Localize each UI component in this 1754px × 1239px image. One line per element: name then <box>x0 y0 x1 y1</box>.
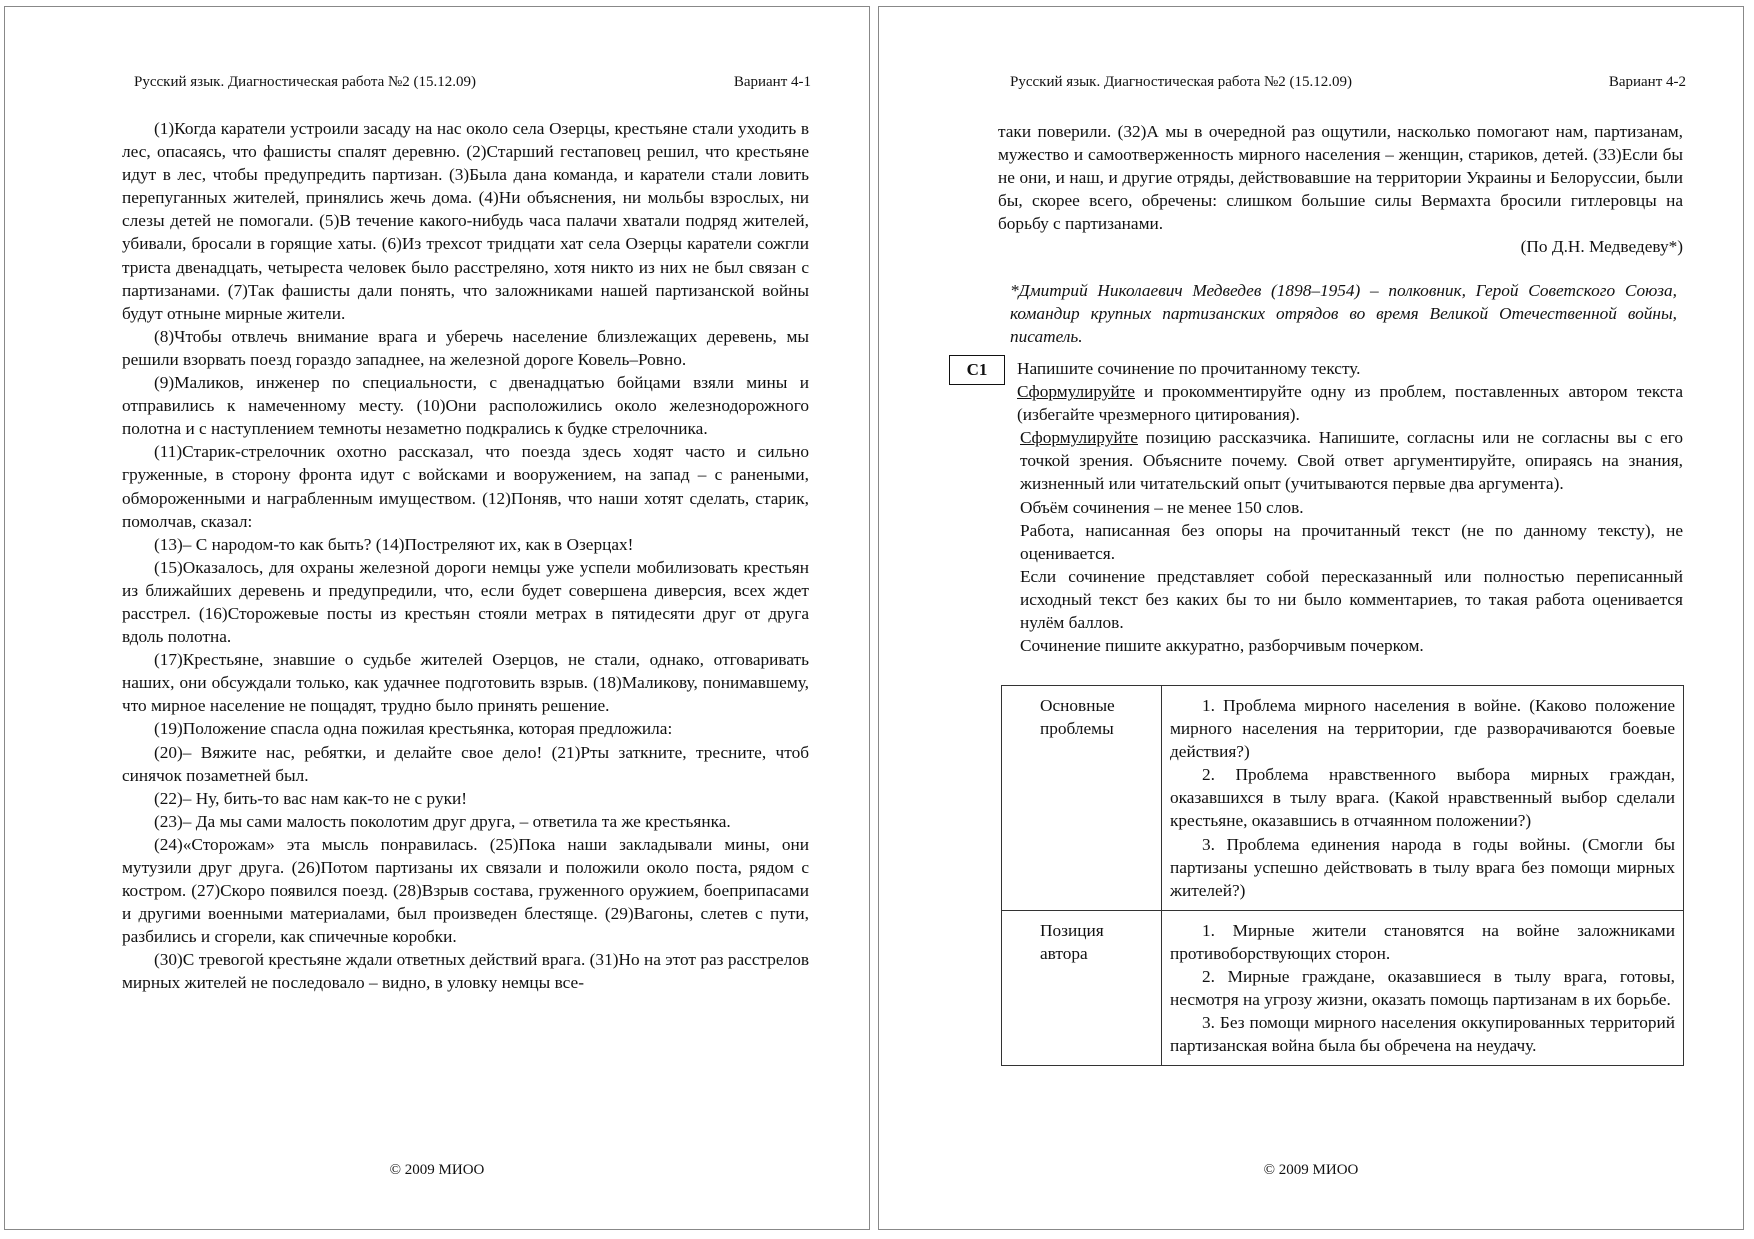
list-item: 1. Проблема мирного населения в войне. (Каково положение мирного населения на территории, где разворачиваются боевые действия?) <box>1170 696 1675 762</box>
task-line-text: позицию рассказчика. Напишите, согласны или не согласны вы с его точкой зрения. Объясните почему. Свой ответ аргументируйте, опираясь на знания, жизненный или читательский опыт (учитываются первые два аргумента). <box>1020 428 1683 494</box>
text-paragraph: (24)«Сторожам» эта мысль понравилась. (25)Пока наши закладывали мины, они мутузили друг друга. (26)Потом партизаны их связали и положили около поста, рядом с костром. (27)Скоро появился поезд. (28)Взрыв состава, груженного оружием, боеприпасами и другими военными материалами, был произведен блестяще. (29)Вагоны, слетев с пути, разбились и сгорели, как спичечные коробки. <box>122 834 809 947</box>
task-line: Сочинение пишите аккуратно, разборчивым почерком. <box>1020 636 1424 656</box>
author-footnote: *Дмитрий Николаевич Медведев (1898–1954) – полковник, Герой Советского Союза, командир крупных партизанских отрядов во время Великой Отечественной войны, писатель. <box>1010 281 1677 347</box>
list-item: 1. Мирные жители становятся на войне заложниками противоборствующих сторон. <box>1170 920 1675 963</box>
task-line: Напишите сочинение по прочитанному тексту. <box>1017 359 1361 378</box>
task-line: Работа, написанная без опоры на прочитанный текст (не по данному тексту), не оценивается. <box>1020 520 1683 563</box>
text-paragraph: (30)С тревогой крестьяне ждали ответных действий врага. (31)Но на этот раз расстрелов мирных жителей не последовало – видно, в уловку немцы все- <box>122 950 809 993</box>
page-header-variant: Вариант 4-1 <box>733 74 811 90</box>
text-paragraph: (1)Когда каратели устроили засаду на нас около села Озерцы, крестьяне стали уходить в лес, опасаясь, что фашисты спалят деревню. (2)Старший гестаповец решил, что крестьяне идут в лес, чтобы предупредить партизан. (3)Была дана команда, и каратели стали ловить перепуганных жителей, принялись жечь дома. (4)Ни объяснения, ни мольбы взрослых, ни слезы детей не помогали. (5)В течение какого-нибудь часа палачи хватали подряд жителей, убивали, бросали в горящие хаты. (6)Из трехсот тридцати хат села Озерцы каратели сожгли триста двенадцать, четыреста человек было расстреляно, хотя никто из них не был связан с партизанами. (7)Так фашисты дали понять, что заложниками нашей партизанской войны будут отныне мирные жители. <box>122 119 809 323</box>
list-item: 2. Проблема нравственного выбора мирных граждан, оказавшихся в тылу врага. (Какой нравственный выбор сделали крестьяне, оказавшись в отчаянном положении?) <box>1170 765 1675 831</box>
page-header-title: Русский язык. Диагностическая работа №2 (15.12.09) <box>1010 74 1353 90</box>
table-row-content <box>1162 910 1684 1066</box>
text-paragraph: (8)Чтобы отвлечь внимание врага и уберечь население близлежащих деревень, мы решили взорвать поезд гораздо западнее, на железной дороге Ковель–Ровно. <box>122 326 809 369</box>
task-line-text: и прокомментируйте одну из проблем, поставленных автором текста (избегайте чрезмерного цитирования). <box>1017 382 1683 425</box>
text-paragraph: (17)Крестьяне, знавшие о судьбе жителей Озерцов, не стали, однако, отговаривать наших, они обсуждали только, как удачнее подготовить взрыв. (18)Маликову, понимавшему, что мирное население не пощадят, трудно было принять решение. <box>122 650 809 716</box>
table-row-label: Позиция автора <box>1002 910 1162 1066</box>
task-line <box>1017 380 1683 426</box>
source-text <box>122 117 809 995</box>
source-text-continuation <box>998 120 1683 259</box>
table-row <box>1002 910 1684 1066</box>
right-page <box>878 6 1744 1230</box>
text-paragraph: (9)Маликов, инженер по специальности, с двенадцатью бойцами взяли мины и отправились к намеченному месту. (10)Они расположились около железнодорожного полотна и с наступлением темноты незаметно подкрались к будке стрелочника. <box>122 373 809 439</box>
task-instructions <box>1017 357 1683 657</box>
text-paragraph: (15)Оказалось, для охраны железной дороги немцы уже успели мобилизовать крестьян из ближайших деревень и предупредили, что, если будет совершена диверсия, всех ждет расстрел. (16)Сторожевые посты из крестьян стояли метрах в пятидесяти друг от друга вдоль полотна. <box>122 557 809 647</box>
text-paragraph: (23)– Да мы сами малость поколотим друг друга, – ответила та же крестьянка. <box>154 811 731 831</box>
page-header-variant: Вариант 4-2 <box>1608 74 1686 90</box>
text-paragraph: таки поверили. (32)А мы в очередной раз ощутили, насколько помогают нам, партизанам, мужество и самоотверженность мирного населения – женщин, стариков, детей. (33)Если бы не они, и наш, и другие отряды, действовавшие на территории Украины и Белоруссии, были бы, скорее всего, обречены: слишком большие силы Вермахта бросили гитлеровцы на борьбу с партизанами. <box>998 122 1683 234</box>
table-row-label: Основные проблемы <box>1002 686 1162 911</box>
criteria-table <box>1001 685 1684 1066</box>
text-paragraph: (22)– Ну, бить-то вас нам как-то не с руки! <box>154 788 467 808</box>
text-paragraph: (19)Положение спасла одна пожилая крестьянка, которая предложила: <box>154 719 673 739</box>
task-label-box: С1 <box>949 355 1005 385</box>
list-item: 3. Проблема единения народа в годы войны. (Смогли бы партизаны успешно действовать в тылу врага без помощи мирных жителей?) <box>1170 834 1675 900</box>
text-paragraph: (20)– Вяжите нас, ребятки, и делайте свое дело! (21)Рты заткните, тресните, чтоб синячок позаметней был. <box>122 742 809 785</box>
list-item: 2. Мирные граждане, оказавшиеся в тылу врага, готовы, несмотря на угрозу жизни, оказать помощь партизанам в их борьбе. <box>1170 967 1675 1010</box>
table-row-content <box>1162 686 1684 911</box>
page-footer: © 2009 МИОО <box>389 1162 485 1178</box>
task-line <box>1017 426 1683 495</box>
page-footer: © 2009 МИОО <box>1263 1162 1359 1178</box>
text-paragraph: (11)Старик-стрелочник охотно рассказал, что поезда здесь ходят часто и сильно груженные, в сторону фронта идут с войсками и вооружением, на запад – с ранеными, обмороженными и награбленным имуществом. (12)Поняв, что наши хотят сделать, старик, помолчав, сказал: <box>122 442 809 531</box>
task-line: Если сочинение представляет собой пересказанный или полностью переписанный исходный текст без каких бы то ни было комментариев, то такая работа оценивается нулём баллов. <box>1020 566 1683 633</box>
table-row <box>1002 686 1684 911</box>
source-attribution: (По Д.Н. Медведеву*) <box>1520 237 1683 257</box>
text-paragraph: (13)– С народом-то как быть? (14)Постреляют их, как в Озерцах! <box>154 534 634 554</box>
list-item: 3. Без помощи мирного населения оккупированных территорий партизанская война была бы обречена на неудачу. <box>1170 1013 1675 1056</box>
left-page <box>4 6 870 1230</box>
underlined-verb: Сформулируйте <box>1020 428 1138 448</box>
task-line: Объём сочинения – не менее 150 слов. <box>1020 497 1304 517</box>
page-header-title: Русский язык. Диагностическая работа №2 (15.12.09) <box>134 74 477 90</box>
underlined-verb: Сформулируйте <box>1017 382 1135 402</box>
